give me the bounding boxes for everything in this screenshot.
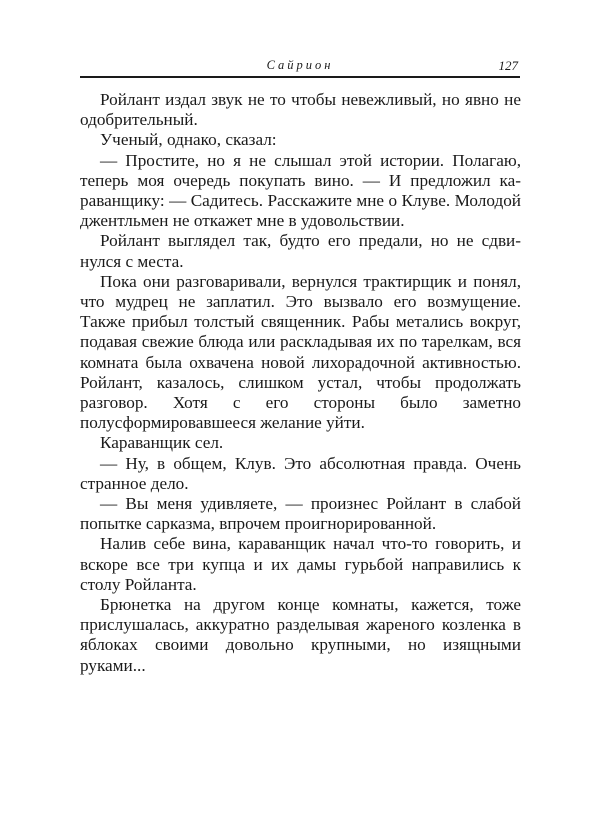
paragraph: Ройлант издал звук не то чтобы невежливый, но явно не одобрительный.	[80, 90, 521, 130]
header-rule	[80, 76, 520, 78]
paragraph: Пока они разговаривали, вернулся трактирщик и понял, что мудрец не заплатил. Это вызвало его возмущение. Также прибыл толстый священник. Рабы метались вокруг, подавая свежие блюда или раскладывая их по тарелкам, вся комната была охвачена новой лихорадочной активностью. Ройлант, казалось, слишком устал, чтобы продолжать разговор. Хотя с его стороны было заметно полусформировавшееся желание уйти.	[80, 271, 521, 433]
paragraph: — Простите, но я не слышал этой истории. Полагаю, теперь моя очередь покупать вино. — И предложил караванщику: — Садитесь. Расскажите мне о Клуве. Молодой джентльмен не откажет мне в удовольствии.	[80, 150, 521, 231]
running-header	[80, 56, 520, 76]
running-title: Сайрион	[266, 58, 334, 72]
page-number: 127	[498, 58, 518, 73]
paragraph: Ученый, однако, сказал:	[100, 130, 277, 150]
paragraph: Налив себе вина, караванщик начал что-то говорить, и вскоре все три купца и их дамы гурьбой направились к столу Ройланта.	[80, 534, 521, 594]
paragraph: — Вы меня удивляете, — произнес Ройлант в слабой попытке сарказма, впрочем проигнорированной.	[80, 494, 521, 534]
paragraph: Ройлант выглядел так, будто его предали, но не сдвинулся с места.	[80, 231, 521, 271]
body-text	[80, 90, 521, 676]
paragraph: — Ну, в общем, Клув. Это абсолютная правда. Очень странное дело.	[80, 453, 521, 493]
paragraph: Брюнетка на другом конце комнаты, кажется, тоже прислушалась, аккуратно разделывая жареного козленка в яблоках своими довольно крупными, но изящными руками...	[80, 595, 521, 675]
paragraph: Караванщик сел.	[100, 433, 224, 453]
